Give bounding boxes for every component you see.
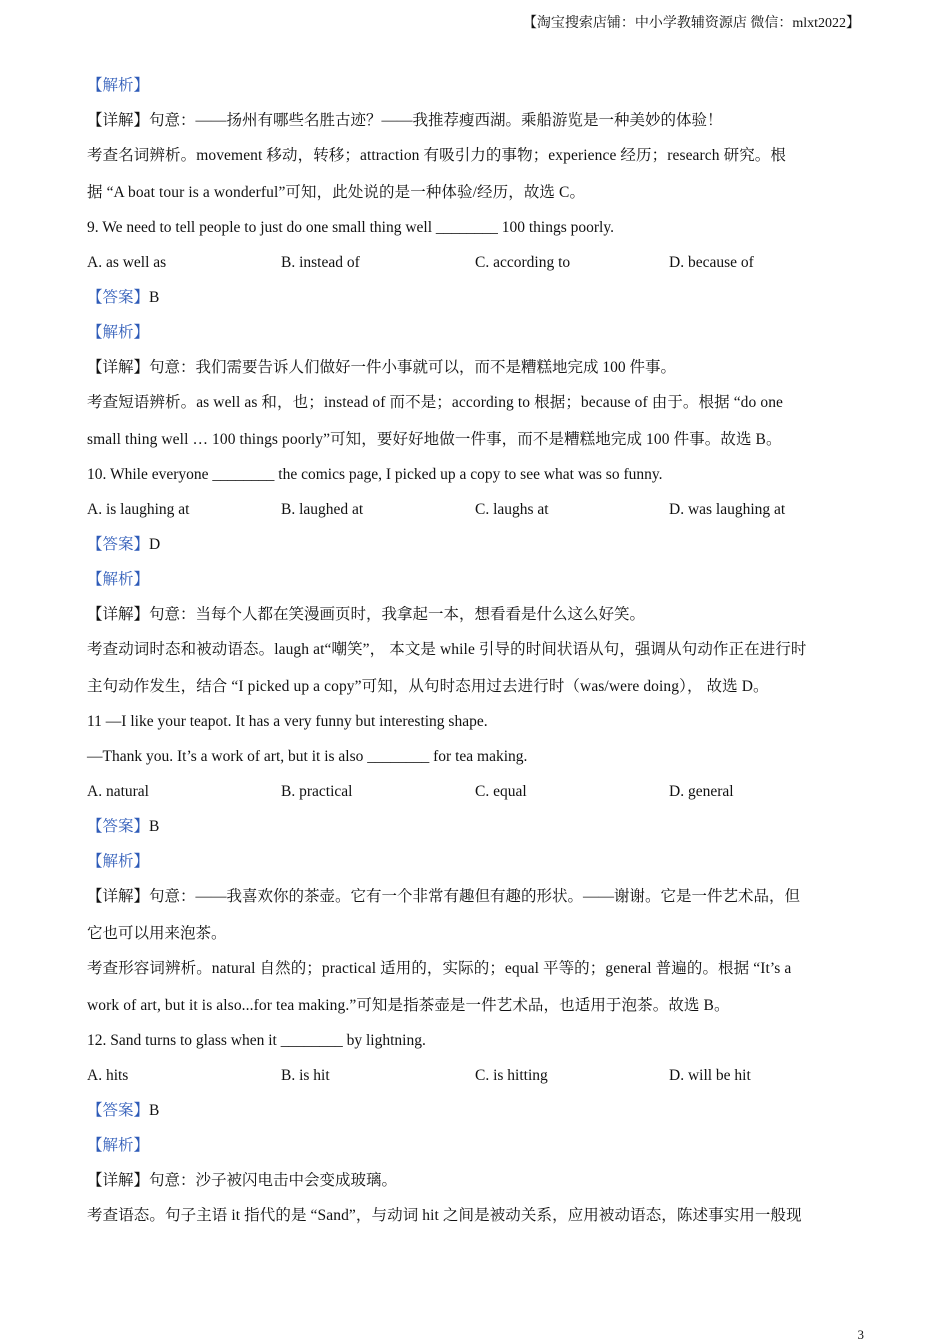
detail-line: 【详解】句意：沙子被闪电击中会变成玻璃。 — [87, 1172, 398, 1189]
explanation-line: 考查形容词辨析。natural 自然的；practical 适用的，实际的；equal 平等的；general 普遍的。根据 “It’s a — [87, 960, 792, 977]
explanation-line: small thing well … 100 things poorly”可知，要好好地做一件事，而不是糟糕地完成 100 件事。故选 B。 — [87, 431, 782, 448]
analysis-heading: 【解析】 — [87, 77, 150, 94]
option-c: C. is hitting — [475, 1067, 548, 1084]
option-c: C. according to — [475, 254, 571, 271]
option-b: B. instead of — [281, 254, 360, 271]
option-d: D. was laughing at — [669, 501, 786, 518]
question-9: 9. We need to tell people to just do one small thing well ________ 100 things poorly. — [87, 219, 614, 236]
option-d: D. because of — [669, 254, 754, 271]
option-c: C. equal — [475, 783, 527, 800]
question-10: 10. While everyone ________ the comics page, I picked up a copy to see what was so funny. — [87, 466, 663, 483]
detail-line-cont: 它也可以用来泡茶。 — [87, 925, 227, 942]
question-12: 12. Sand turns to glass when it ________ by lightning. — [87, 1032, 426, 1049]
explanation-line: work of art, but it is also...for tea making.”可知是指茶壶是一件艺术品，也适用于泡茶。故选 B。 — [87, 997, 730, 1014]
option-d: D. will be hit — [669, 1067, 751, 1084]
options-12 — [87, 1066, 863, 1101]
analysis-heading: 【解析】 — [87, 853, 150, 870]
option-b: B. practical — [281, 783, 353, 800]
question-11: 11 —I like your teapot. It has a very funny but interesting shape. — [87, 713, 488, 730]
analysis-heading: 【解析】 — [87, 1137, 150, 1154]
options-11 — [87, 782, 863, 817]
answer-line: 【答案】D — [87, 536, 161, 553]
explanation-line: 考查短语辨析。as well as 和，也；instead of 而不是；according to 根据；because of 由于。根据 “do one — [87, 394, 784, 411]
detail-line: 【详解】句意：我们需要告诉人们做好一件小事就可以，而不是糟糕地完成 100 件事。 — [87, 359, 677, 376]
detail-line: 【详解】句意：当每个人都在笑漫画页时，我拿起一本，想看看是什么这么好笑。 — [87, 606, 646, 623]
question-11-reply: —Thank you. It’s a work of art, but it is also ________ for tea making. — [87, 748, 528, 765]
analysis-heading: 【解析】 — [87, 324, 150, 341]
page-header: 【淘宝搜索店铺：中小学教辅资源店 微信：mlxt2022】 — [522, 16, 860, 31]
option-a: A. hits — [87, 1067, 129, 1084]
explanation-line: 考查语态。句子主语 it 指代的是 “Sand”，与动词 hit 之间是被动关系，应用被动语态，陈述事实用一般现 — [87, 1207, 802, 1224]
explanation-line: 考查名词辨析。movement 移动，转移；attraction 有吸引力的事物；experience 经历；research 研究。根 — [87, 147, 786, 164]
answer-line: 【答案】B — [87, 1102, 160, 1119]
option-a: A. natural — [87, 783, 149, 800]
answer-line: 【答案】B — [87, 818, 160, 835]
explanation-line: 考查动词时态和被动语态。laugh at“嘲笑”， 本文是 while 引导的时间状语从句，强调从句动作正在进行时 — [87, 641, 807, 658]
options-9 — [87, 253, 863, 288]
option-a: A. is laughing at — [87, 501, 190, 518]
answer-line: 【答案】B — [87, 289, 160, 306]
detail-line: 【详解】句意：——扬州有哪些名胜古迹？——我推荐瘦西湖。乘船游览是一种美妙的体验！ — [87, 112, 723, 129]
options-10 — [87, 500, 863, 535]
option-c: C. laughs at — [475, 501, 549, 518]
option-b: B. laughed at — [281, 501, 364, 518]
option-a: A. as well as — [87, 254, 167, 271]
option-b: B. is hit — [281, 1067, 330, 1084]
option-d: D. general — [669, 783, 734, 800]
explanation-line: 据 “A boat tour is a wonderful”可知，此处说的是一种体验/经历，故选 C。 — [87, 184, 586, 201]
explanation-line: 主句动作发生，结合 “I picked up a copy”可知，从句时态用过去进行时（was/were doing）， 故选 D。 — [87, 678, 769, 695]
page-content — [87, 76, 863, 1241]
page-number: 3 — [857, 1327, 864, 1342]
detail-line: 【详解】句意：——我喜欢你的茶壶。它有一个非常有趣但有趣的形状。——谢谢。它是一件艺术品，但 — [87, 888, 801, 905]
analysis-heading: 【解析】 — [87, 571, 150, 588]
